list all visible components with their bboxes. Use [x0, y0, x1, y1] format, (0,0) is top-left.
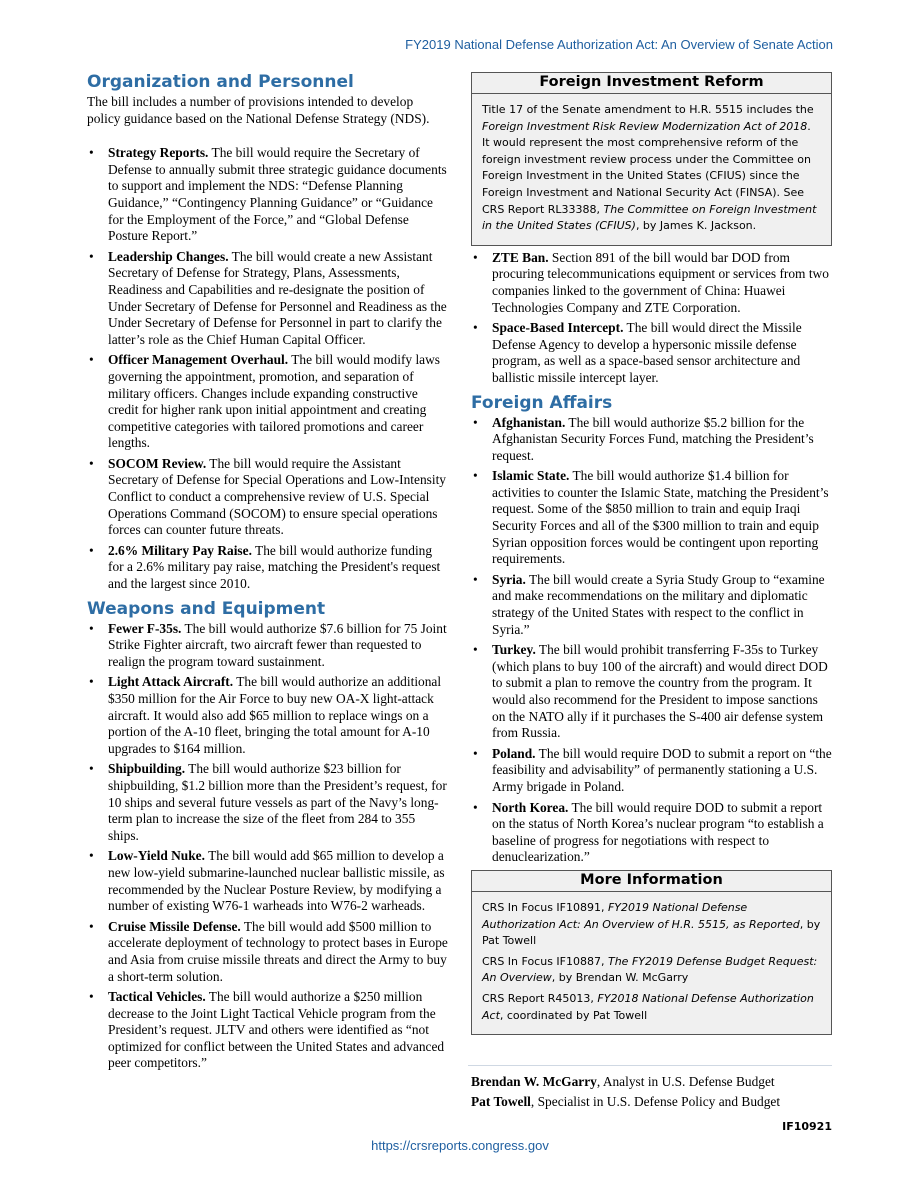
list-item: • Shipbuilding. The bill would authorize $23 billion for shipbuilding, $1.2 billion more than the President’s request, for 10 ships and several future vessels as part of the Navy’s long-term plan to increase the size of the fleet from 284 to 355 ships. — [87, 761, 448, 844]
list-item: • Leadership Changes. The bill would create a new Assistant Secretary of Defense for Strategy, Plans, Assessments, Readiness and Capabilities and re-designate the position of Under Secretary of Defense for Personnel and Readiness as the Under Secretary of Defense for Personnel in part to clarify the latter’s role as the Chief Human Capital Officer. — [87, 249, 448, 349]
divider — [468, 1065, 832, 1066]
list-item: • Islamic State. The bill would authorize $1.4 billion for activities to counter the Islamic State, matching the President’s request. Some of the $850 million to train and equip Iraqi Security Forces and all of the $300 million to train and equip Syrian opposition forces would be contingent upon reporting requirements. — [471, 468, 832, 568]
list-item: • Space-Based Intercept. The bill would direct the Missile Defense Agency to develop a hypersonic missile defense program, as well as a space-based sensor architecture and ballistic missile intercept layer. — [471, 320, 832, 386]
author-line: Brendan W. McGarry, Analyst in U.S. Defense Budget — [471, 1074, 775, 1090]
more-information-box — [471, 870, 832, 1035]
list-item: • 2.6% Military Pay Raise. The bill would authorize funding for a 2.6% military pay raise, matching the President's request and the largest since 2010. — [87, 543, 448, 593]
weapons-list-continued — [471, 250, 832, 387]
list-item: • Fewer F-35s. The bill would authorize $7.6 billion for 75 Joint Strike Fighter aircraft, two aircraft fewer than requested to realign the program toward sustainment. — [87, 621, 448, 671]
section-title-organization: Organization and Personnel — [87, 72, 354, 92]
list-item: • SOCOM Review. The bill would require the Assistant Secretary of Defense for Special Operations and Low-Intensity Conflict to conduct a comprehensive review of U.S. Special Operations Command (SOCOM) to ensure special operations forces can counter future threats. — [87, 456, 448, 539]
list-item: • Light Attack Aircraft. The bill would authorize an additional $350 million for the Air Force to buy new OA-X light-attack aircraft. It would also add $65 million to replace wings on a portion of the A-10 fleet, bringing the total amount for A-10 upgrades to $164 million. — [87, 674, 448, 757]
foreign-investment-box — [471, 72, 832, 246]
box-title: Foreign Investment Reform — [472, 73, 831, 94]
list-item: • Low-Yield Nuke. The bill would add $65 million to develop a new low-yield submarine-launched nuclear ballistic missile, as recommended by the Nuclear Posture Review, by modifying a number of existing W76-1 warheads into W76-2 warheads. — [87, 848, 448, 914]
list-item: • Turkey. The bill would prohibit transferring F-35s to Turkey (which plans to buy 100 of the aircraft) and would direct DOD to submit a plan to remove the country from the program. It would also recommend for the President to impose sanctions on the NATO ally if it purchases the S-400 air defense system from Russia. — [471, 642, 832, 742]
list-item: • Officer Management Overhaul. The bill would modify laws governing the appointment, promotion, and separation of military officers. Changes include expanding constructive credit for higher rank upon initial appointment and creating competitive categories with tailored promotions and career lengths. — [87, 352, 448, 452]
list-item: • Cruise Missile Defense. The bill would add $500 million to accelerate deployment of technology to protect bases in Europe and Asia from cruise missile threats and direct the Army to buy a short-term solution. — [87, 919, 448, 985]
author-line: Pat Towell, Specialist in U.S. Defense Policy and Budget — [471, 1094, 781, 1110]
list-item: • ZTE Ban. Section 891 of the bill would bar DOD from procuring telecommunications equipment or services from two companies linked to the government of China: Huawei Technologies Company and ZTE Corporation. — [471, 250, 832, 316]
reference: CRS In Focus IF10887, The FY2019 Defense Budget Request: An Overview, by Brendan W. McGarry — [482, 954, 818, 985]
organization-list — [87, 145, 448, 592]
list-item: • North Korea. The bill would require DOD to submit a report on the status of North Korea’s nuclear program “to establish a baseline of progress for negotiations with respect to denuclearization.” — [471, 800, 832, 866]
list-item: • Poland. The bill would require DOD to submit a report on “the feasibility and advisability” of permanently stationing a U.S. Army brigade in Poland. — [471, 746, 832, 796]
list-item: • Syria. The bill would create a Syria Study Group to “examine and make recommendations on the military and diplomatic strategy of the United States with respect to the conflict in Syria.” — [471, 572, 832, 638]
organization-intro: The bill includes a number of provisions intended to develop policy guidance based on the National Defense Strategy (NDS). — [87, 94, 430, 126]
section-title-weapons: Weapons and Equipment — [87, 598, 326, 619]
list-item: • Strategy Reports. The bill would require the Secretary of Defense to annually submit three strategic guidance documents to support and implement the NDS: “Defense Planning Guidance,” “Contingency Planning Guidance” or “Guidance for the Employment of the Force,” and “Global Defense Posture Report.” — [87, 145, 448, 245]
box-body: Title 17 of the Senate amendment to H.R. 5515 includes the Foreign Investment Risk Review Modernization Act of 2018. It would represent the most comprehensive reform of the foreign investment review process under the Committee on Foreign Investment in the United States (CFIUS) since the Foreign Investment and National Security Act (FINSA). See CRS Report RL33388, The Committee on Foreign Investment in the United States (CFIUS), by James K. Jackson. — [482, 103, 817, 233]
box-body — [482, 900, 821, 1024]
left-column — [87, 72, 448, 1076]
document-id: IF10921 — [782, 1120, 832, 1134]
reference: CRS Report R45013, FY2018 National Defense Authorization Act, coordinated by Pat Towell — [482, 991, 814, 1022]
right-column — [471, 72, 832, 1133]
list-item: • Tactical Vehicles. The bill would authorize a $250 million decrease to the Joint Light Tactical Vehicle program from the President’s request. JLTV and others were identified as “not optimized for conflict between the United States and advanced peer competitors.” — [87, 989, 448, 1072]
list-item: • Afghanistan. The bill would authorize $5.2 billion for the Afghanistan Security Forces Fund, matching the President’s request. — [471, 415, 832, 465]
foreign-list — [471, 415, 832, 866]
reference: CRS In Focus IF10891, FY2019 National Defense Authorization Act: An Overview of H.R. 5515, as Reported, by Pat Towell — [482, 900, 821, 948]
page-header: FY2019 National Defense Authorization Act: An Overview of Senate Action — [405, 37, 833, 52]
footer-link[interactable]: https://crsreports.congress.gov — [371, 1138, 549, 1153]
section-title-foreign: Foreign Affairs — [471, 392, 613, 413]
box-title: More Information — [472, 871, 831, 892]
weapons-list — [87, 621, 448, 1072]
